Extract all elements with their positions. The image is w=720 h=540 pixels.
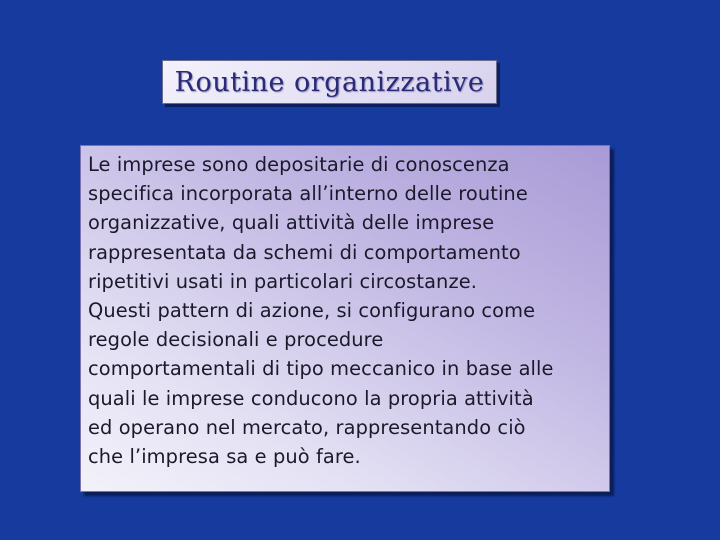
body-paragraph [88, 150, 608, 471]
body-line: specifica incorporata all’interno delle routine [88, 182, 528, 206]
body-line: ripetitivi usati in particolari circostanze. [88, 269, 478, 293]
body-text-box [80, 145, 610, 492]
body-line: comportamentali di tipo meccanico in base alle [88, 357, 554, 381]
body-line: ed operano nel mercato, rappresentando ciò [88, 415, 526, 439]
body-line: che l’impresa sa e può fare. [88, 445, 361, 469]
body-line: rappresentata da schemi di comportamento [88, 240, 521, 264]
body-line: Le imprese sono depositarie di conoscenza [88, 153, 510, 176]
body-line: regole decisionali e procedure [88, 328, 384, 352]
title-box [162, 60, 497, 104]
body-line: organizzative, quali attività delle imprese [88, 211, 495, 235]
slide-title: Routine organizzative [174, 66, 485, 98]
body-line: quali le imprese conducono la propria attività [88, 386, 534, 410]
body-line: Questi pattern di azione, si configurano come [88, 299, 536, 323]
